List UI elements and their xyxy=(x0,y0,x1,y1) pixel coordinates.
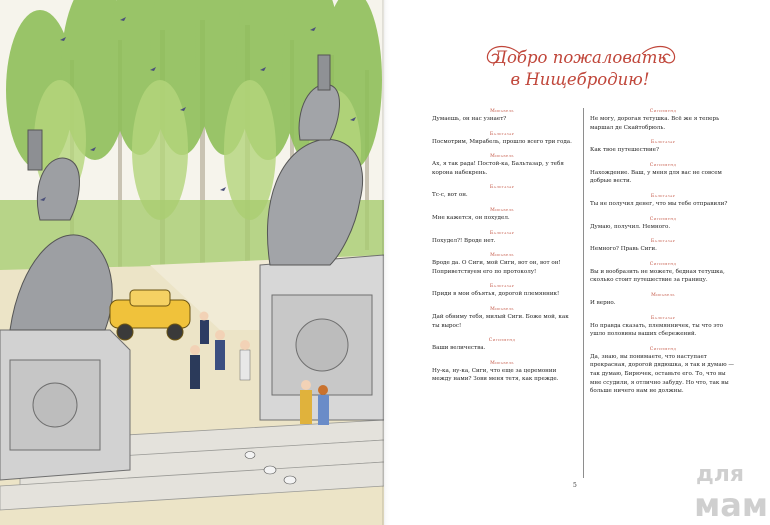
speaker-name: Бальтазар xyxy=(650,140,676,146)
dialogue-entry xyxy=(590,261,736,285)
dialogue-entry xyxy=(590,216,736,232)
dialogue-line: Ты не получил денег, что мы тебе отправили? xyxy=(590,200,728,207)
dialogue-line: Ах, я так рада! Постой-ка, Бальтазар, у тебя корона набекрень. xyxy=(432,161,564,176)
dialogue-line: Мне кажется, он похудел. xyxy=(432,214,510,221)
dialogue-line: Вы и вообразить не можете, бедная тетушка, сколько стоит путешествие за границу. xyxy=(590,268,725,284)
text-page xyxy=(390,0,770,525)
dialogue-entry xyxy=(432,184,572,200)
speaker-name: Бальтазар xyxy=(489,284,515,290)
heading-line-1: Добро пожаловать xyxy=(493,48,667,67)
speaker-name: Сигизмунд xyxy=(649,162,677,168)
dialogue-entry xyxy=(432,230,572,246)
speaker-name: Мирабель xyxy=(490,306,514,312)
dialogue-line: Думаешь, он нас узнает? xyxy=(432,116,507,122)
speaker-name: Мирабель xyxy=(490,360,514,366)
dialogue-entry xyxy=(590,139,736,155)
dialogue-column-left xyxy=(432,108,572,391)
speaker-name: Мирабель xyxy=(490,253,514,259)
speaker-name: Бальтазар xyxy=(489,185,515,191)
heading-line-2: в Нищебродию! xyxy=(510,70,650,89)
dialogue-line: Не могу, дорогая тетушка. Всё же я теперь маршал де Скайтобрюль. xyxy=(590,116,720,131)
dialogue-line: Как твое путешествие? xyxy=(590,147,659,154)
dialogue-line: Нахождение. Ваш, у меня для вас не совсем добрые вести. xyxy=(590,169,722,185)
dialogue-entry xyxy=(432,306,572,330)
dialogue-entry xyxy=(432,153,572,177)
dialogue-line: Но правда сказать, племянничек, ты что это ушло половины ваших сбережений. xyxy=(590,322,723,338)
chapter-heading xyxy=(390,38,770,98)
page-gutter xyxy=(382,0,390,525)
page-number: 5 xyxy=(573,482,577,489)
dialogue-column-right xyxy=(590,108,736,403)
dialogue-line: Ваши величества. xyxy=(432,345,486,352)
dialogue-entry xyxy=(590,162,736,186)
speaker-name: Сигизмунд xyxy=(649,216,677,222)
speaker-name: Мирабель xyxy=(490,109,514,114)
speaker-name: Сигизмунд xyxy=(649,346,677,352)
dialogue-line: Тс-с, вот он. xyxy=(432,192,468,199)
speaker-name: Бальтазар xyxy=(650,315,676,321)
speaker-name: Сигизмунд xyxy=(649,261,677,267)
speaker-name: Сигизмунд xyxy=(649,109,677,114)
palace-garden-illustration xyxy=(0,0,384,525)
watermark-logo xyxy=(688,460,768,524)
dialogue-entry xyxy=(432,108,572,124)
dialogue-line: Немного? Правь Сиги. xyxy=(590,246,657,253)
dialogue-entry xyxy=(432,207,572,223)
watermark-line-1: для xyxy=(695,462,744,487)
watermark-line-2: мам xyxy=(694,486,768,524)
dialogue-line: Посмотрим, Мирабель, прошло всего три года. xyxy=(432,138,572,145)
dialogue-entry xyxy=(432,360,572,384)
speaker-name: Бальтазар xyxy=(489,230,515,236)
dialogue-entry xyxy=(432,283,572,299)
dialogue-line: И верно. xyxy=(590,299,616,306)
dialogue-entry xyxy=(432,131,572,147)
speaker-name: Мирабель xyxy=(651,292,675,298)
dialogue-entry xyxy=(590,193,736,209)
dialogue-line: Дай обниму тебя, милый Сиги. Боже мой, как ты вырос! xyxy=(432,313,569,329)
speaker-name: Мирабель xyxy=(490,154,514,160)
dialogue-line: Вроде да. О Сиги, мой Сиги, вот он, вот он! Поприветствуем его по протоколу! xyxy=(432,260,561,275)
speaker-name: Бальтазар xyxy=(650,193,676,199)
dialogue-line: Думаю, получил. Немного. xyxy=(590,223,671,230)
dialogue-line: Похудел?! Вроде нет. xyxy=(432,237,496,244)
dialogue-line: Ну-ка, ну-ка, Сиги, что еще за церемонии между нами? Зови меня тетя, как прежде. xyxy=(432,367,559,383)
dialogue-entry xyxy=(590,346,736,396)
dialogue-entry xyxy=(432,252,572,276)
dialogue-entry xyxy=(590,292,736,308)
column-divider xyxy=(583,108,584,478)
illustration-page xyxy=(0,0,384,525)
speaker-name: Сигизмунд xyxy=(488,338,516,344)
dialogue-entry xyxy=(590,238,736,254)
dialogue-line: Да, знаю, вы понимаете, что наступает прекрасная, дорогой дядюшка, я так и думаю — так думаю, Бирючек, оставьте его. То, что вы мне ссудили, я отлично забуду. Но что, так вы больше ничего нам не должны. xyxy=(590,353,734,395)
speaker-name: Мирабель xyxy=(490,207,514,213)
dialogue-entry xyxy=(590,315,736,339)
dialogue-entry xyxy=(432,337,572,353)
dialogue-entry xyxy=(590,108,736,132)
speaker-name: Бальтазар xyxy=(489,131,515,137)
speaker-name: Бальтазар xyxy=(650,239,676,245)
dialogue-line: Приди в мои объятья, дорогой племянник! xyxy=(432,291,560,298)
